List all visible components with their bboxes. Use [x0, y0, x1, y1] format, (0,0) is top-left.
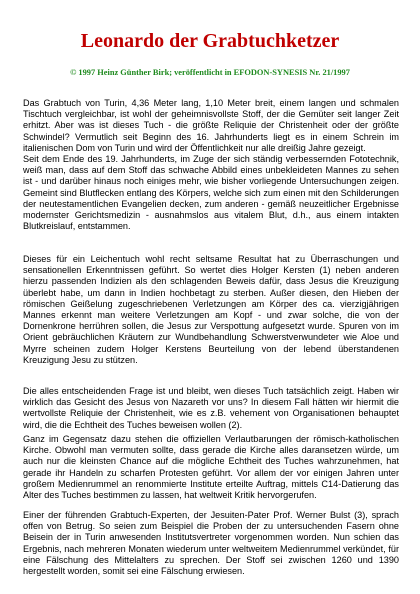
paragraph: Seit dem Ende des 19. Jahrhunderts, im Zuge der sich ständig verbessernden Fototechnik, weiß man, dass auf dem Stoff das schwache Abbild eines unbekleideten Mannes zu sehen ist - und darüber hinaus noch einiges mehr, wie bisher vorliegende Untersuchungen zeigen. Gemeint sind Blutflecken entlang des Körpers, welche sich zum einen mit den Schilderungen der neutestamentlichen Evangelien decken, zum anderen - gemäß neuzeitlicher Ergebnisse modernster Gerichtsmedizin - ausnahmslos aus vitalem Blut, d.h., aus einem intakten Blutkreislauf, entstammen. [23, 154, 399, 232]
document-title: Leonardo der Grabtuchketzer [80, 30, 340, 52]
paragraph: Die alles entscheidenden Frage ist und bleibt, wen dieses Tuch tatsächlich zeigt. Haben wir wirklich das Gesicht des Jesus von Nazareth vor uns? In diesem Fall hätten wir hiermit die wertvollste Reliquie der Christenheit, wie es z.B. vehement von Organisationen behauptet wird, die die Echtheit des Tuches beweisen wollen (2). [23, 386, 399, 430]
paragraph: Ganz im Gegensatz dazu stehen die offiziellen Verlautbarungen der römisch-katholischen Kirche. Obwohl man vermuten sollte, dass gerade die Kirche alles daransetzen würde, um auch nur die kleinsten Chance auf die mögliche Echtheit des Tuches wahrzunehmen, hat gerade ihr Handeln zu scharfen Protesten geführt. Vor allem der vor einigen Jahren unter großem Medienrummel an renommierte Institute erteilte Auftrag, mittels C14-Datierung das Alter des Tuches bestimmen zu lassen, hat weltweit Kritik hervorgerufen. [23, 434, 399, 501]
paragraph: Dieses für ein Leichentuch wohl recht seltsame Resultat hat zu Überraschungen und sensationellen Erkenntnissen geführt. So wertet dies Holger Kersten (1) neben anderen hierzu passenden Indizien als den schlagenden Beweis dafür, dass Jesus die Kreuzigung überlebt habe, um dann in Indien hochbetagt zu sterben. Außer diesen, den Hieben der römischen Geißelung zugeschriebenen Verletzungen am Körper des ca. vierzigjährigen Mannes erkennt man weitere Verletzungen am Kopf - und zwar solche, die von der Dornenkrone herrühren sollen, die Jesus zur Verspottung aufgesetzt wurde. Spuren von im Orient gebräuchlichen Kräutern zur Wundbehandlung Schwerstverwundeter wie Aloe und Myrre scheinen zudem Holger Kerstens Beurteilung von der lebend überstandenen Kreuzigung Jesu zu stützen. [23, 254, 399, 365]
paragraph: Das Grabtuch von Turin, 4,36 Meter lang, 1,10 Meter breit, einem langen und schmalen Tischtuch vergleichbar, ist wohl der geheimnisvollste Stoff, der die Gemüter seit langer Zeit erhitzt. Aber was ist dieses Tuch - die größte Reliquie der Christenheit oder der größte Schwindel? Vermutlich seit Beginn des 16. Jahrhunderts liegt es in einem Schrein im italienischen Dom von Turin und wird der Öffentlichkeit nur alle dreißig Jahre gezeigt. [23, 98, 399, 153]
paragraph: Einer der führenden Grabtuch-Experten, der Jesuiten-Pater Prof. Werner Bulst (3), sprach offen von Betrug. So seien zum Beispiel die Proben der zu untersuchenden Fasern ohne Beisein der in Turin anwesenden Institutsvertreter vorgenommen worden. Nun schien das Ergebnis, nach mehreren Monaten wiederum unter weltweitem Medienrummel verkündet, für eine Fälschung des Mittelalters zu sprechen. Der Stoff sei zwischen 1260 und 1390 hergestellt worden, somit sei eine Fälschung erwiesen. [23, 510, 399, 577]
document-subtitle: © 1997 Heinz Günther Birk; veröffentlicht in EFODON-SYNESIS Nr. 21/1997 [70, 68, 350, 77]
